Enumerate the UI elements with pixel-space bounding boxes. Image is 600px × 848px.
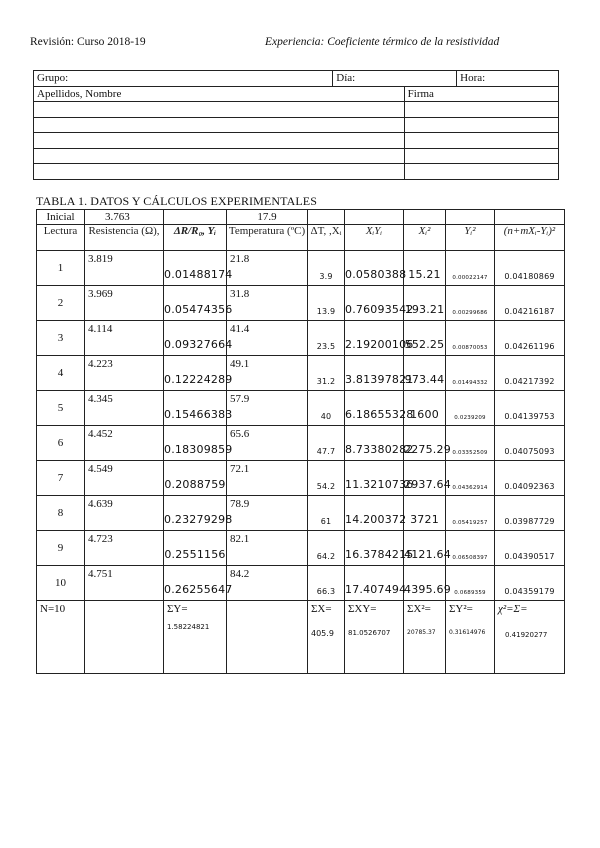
- xy-cell: 6.18655328: [345, 391, 404, 426]
- dr-cell: 0.2551156: [164, 531, 227, 566]
- y2-cell: 0.00022147: [446, 251, 495, 286]
- dt-cell: 61: [308, 496, 345, 531]
- table-title: TABLA 1. DATOS Y CÁLCULOS EXPERIMENTALES: [36, 194, 317, 208]
- initial-resistance: 3.763: [85, 210, 164, 225]
- resistance-cell: 4.345: [85, 391, 164, 426]
- col-lectura: Lectura: [37, 225, 85, 251]
- chi-cell: 0.04217392: [495, 356, 565, 391]
- lectura-cell: 3: [37, 321, 85, 356]
- temperature-cell: 31.8: [227, 286, 308, 321]
- dt-cell: 66.3: [308, 566, 345, 601]
- chi-cell: 0.04359179: [495, 566, 565, 601]
- sum-n: N=10: [37, 601, 85, 674]
- dt-cell: 3.9: [308, 251, 345, 286]
- chi-cell: 0.04180869: [495, 251, 565, 286]
- dr-cell: 0.09327664: [164, 321, 227, 356]
- sum-y2: 0.31614976: [449, 629, 486, 636]
- lectura-cell: 2: [37, 286, 85, 321]
- table-row: [37, 251, 565, 286]
- apellidos-header: Apellidos, Nombre: [34, 86, 405, 102]
- col-dt: ΔT, ,Xᵢ: [308, 225, 345, 251]
- x2-cell: 1600: [404, 391, 446, 426]
- lectura-cell: 7: [37, 461, 85, 496]
- xy-cell: 0.0580388: [345, 251, 404, 286]
- dt-cell: 31.2: [308, 356, 345, 391]
- chi-cell: 0.04075093: [495, 426, 565, 461]
- x2-cell: 2937.64: [404, 461, 446, 496]
- resistance-cell: 4.223: [85, 356, 164, 391]
- sum-x-label: ΣX=: [311, 603, 332, 615]
- temperature-cell: 82.1: [227, 531, 308, 566]
- table-row: [37, 286, 565, 321]
- temperature-cell: 84.2: [227, 566, 308, 601]
- grupo-field[interactable]: Grupo:: [34, 71, 333, 87]
- table-row: [37, 356, 565, 391]
- xy-cell: 0.76093542: [345, 286, 404, 321]
- resistance-cell: 4.549: [85, 461, 164, 496]
- dt-cell: 64.2: [308, 531, 345, 566]
- lectura-cell: 6: [37, 426, 85, 461]
- resistance-cell: 4.114: [85, 321, 164, 356]
- temperature-cell: 41.4: [227, 321, 308, 356]
- resistance-cell: 4.639: [85, 496, 164, 531]
- chi-cell: 0.04216187: [495, 286, 565, 321]
- signature-field[interactable]: [404, 117, 558, 133]
- sum-chi-label: χ²=Σ=: [498, 603, 528, 615]
- dt-cell: 54.2: [308, 461, 345, 496]
- sum-xy: 81.0526707: [348, 629, 391, 637]
- dr-cell: 0.2088759: [164, 461, 227, 496]
- signature-field[interactable]: [404, 133, 558, 149]
- lectura-cell: 1: [37, 251, 85, 286]
- y2-cell: 0.03352509: [446, 426, 495, 461]
- sum-y-label: ΣY=: [167, 603, 188, 615]
- y2-cell: 0.05419257: [446, 496, 495, 531]
- name-field[interactable]: [34, 102, 405, 118]
- x2-cell: 2275.29: [404, 426, 446, 461]
- name-field[interactable]: [34, 133, 405, 149]
- lectura-cell: 4: [37, 356, 85, 391]
- lectura-cell: 10: [37, 566, 85, 601]
- xy-cell: 2.19200106: [345, 321, 404, 356]
- sum-chi: 0.41920277: [505, 631, 548, 639]
- col-y2: Yᵢ²: [446, 225, 495, 251]
- y2-cell: 0.0239209: [446, 391, 495, 426]
- x2-cell: 3721: [404, 496, 446, 531]
- experiment-header: Experiencia: Coeficiente térmico de la resistividad: [265, 36, 500, 48]
- table-row: [37, 321, 565, 356]
- initial-temperature: 17.9: [227, 210, 308, 225]
- table-row: [37, 566, 565, 601]
- xy-cell: 17.407494: [345, 566, 404, 601]
- table-row: [37, 496, 565, 531]
- chi-cell: 0.04261196: [495, 321, 565, 356]
- temperature-cell: 21.8: [227, 251, 308, 286]
- lectura-cell: 9: [37, 531, 85, 566]
- sum-y2-label: ΣY²=: [449, 603, 473, 615]
- x2-cell: 4395.69: [404, 566, 446, 601]
- sum-x2: 20785.37: [407, 629, 436, 636]
- temperature-cell: 57.9: [227, 391, 308, 426]
- firma-header: Firma: [404, 86, 558, 102]
- xy-cell: 3.81397821: [345, 356, 404, 391]
- temperature-cell: 49.1: [227, 356, 308, 391]
- revision-header: Revisión: Curso 2018-19: [30, 36, 146, 48]
- chi-cell: 0.03987729: [495, 496, 565, 531]
- initial-label: Inicial: [37, 210, 85, 225]
- sums-row: [37, 601, 565, 674]
- x2-cell: 973.44: [404, 356, 446, 391]
- x2-cell: 15.21: [404, 251, 446, 286]
- sum-x2-label: ΣX²=: [407, 603, 431, 615]
- chi-cell: 0.04092363: [495, 461, 565, 496]
- dr-cell: 0.18309859: [164, 426, 227, 461]
- resistance-cell: 3.819: [85, 251, 164, 286]
- y2-cell: 0.01494332: [446, 356, 495, 391]
- y2-cell: 0.04362914: [446, 461, 495, 496]
- resistance-cell: 4.452: [85, 426, 164, 461]
- signature-field[interactable]: [404, 164, 558, 180]
- xy-cell: 16.3784215: [345, 531, 404, 566]
- name-field[interactable]: [34, 117, 405, 133]
- table-row: [37, 391, 565, 426]
- resistance-cell: 3.969: [85, 286, 164, 321]
- dt-cell: 47.7: [308, 426, 345, 461]
- resistance-cell: 4.751: [85, 566, 164, 601]
- chi-cell: 0.04139753: [495, 391, 565, 426]
- col-xy: XᵢYᵢ: [345, 225, 404, 251]
- lectura-cell: 8: [37, 496, 85, 531]
- table-row: [37, 426, 565, 461]
- signature-field[interactable]: [404, 148, 558, 164]
- dr-cell: 0.12224289: [164, 356, 227, 391]
- table-row: [37, 461, 565, 496]
- dt-cell: 40: [308, 391, 345, 426]
- dr-cell: 0.15466383: [164, 391, 227, 426]
- student-info-table: [33, 70, 559, 180]
- name-field[interactable]: [34, 164, 405, 180]
- dt-cell: 23.5: [308, 321, 345, 356]
- xy-cell: 8.73380282: [345, 426, 404, 461]
- sum-y: 1.58224821: [167, 623, 210, 631]
- x2-cell: 193.21: [404, 286, 446, 321]
- lectura-cell: 5: [37, 391, 85, 426]
- col-temperatura: Temperatura (ºC): [227, 225, 308, 251]
- temperature-cell: 78.9: [227, 496, 308, 531]
- xy-cell: 11.3210736: [345, 461, 404, 496]
- dr-cell: 0.23279298: [164, 496, 227, 531]
- dr-cell: 0.26255647: [164, 566, 227, 601]
- sum-xy-label: ΣXY=: [348, 603, 377, 615]
- col-x2: Xᵢ²: [404, 225, 446, 251]
- chi-cell: 0.04390517: [495, 531, 565, 566]
- dia-field[interactable]: Día:: [333, 71, 457, 87]
- resistance-cell: 4.723: [85, 531, 164, 566]
- dr-cell: 0.05474356: [164, 286, 227, 321]
- dt-cell: 13.9: [308, 286, 345, 321]
- temperature-cell: 72.1: [227, 461, 308, 496]
- name-field[interactable]: [34, 148, 405, 164]
- col-resistencia: Resistencia (Ω),: [85, 225, 164, 251]
- y2-cell: 0.0689359: [446, 566, 495, 601]
- table-row: [37, 531, 565, 566]
- y2-cell: 0.06508397: [446, 531, 495, 566]
- col-dr: ΔR/R₀, Yᵢ: [164, 225, 227, 251]
- dr-cell: 0.01488174: [164, 251, 227, 286]
- sum-x: 405.9: [311, 629, 334, 638]
- hora-field[interactable]: Hora:: [457, 71, 559, 87]
- experimental-data-table: [36, 209, 565, 674]
- x2-cell: 552.25: [404, 321, 446, 356]
- temperature-cell: 65.6: [227, 426, 308, 461]
- x2-cell: 4121.64: [404, 531, 446, 566]
- y2-cell: 0.00870053: [446, 321, 495, 356]
- y2-cell: 0.00299686: [446, 286, 495, 321]
- xy-cell: 14.200372: [345, 496, 404, 531]
- col-chi: (n+mXᵢ-Yᵢ)²: [495, 225, 565, 251]
- signature-field[interactable]: [404, 102, 558, 118]
